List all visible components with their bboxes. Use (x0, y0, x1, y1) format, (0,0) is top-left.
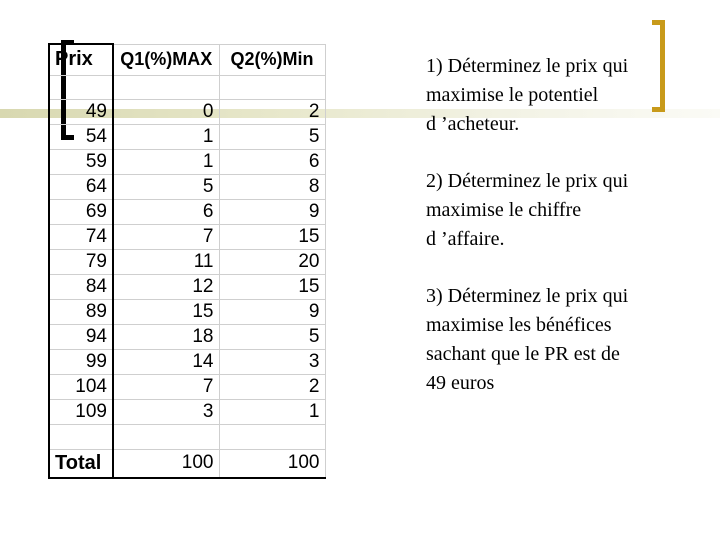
cell-q1: 12 (113, 274, 219, 299)
cell-q2: 15 (219, 224, 325, 249)
cell-q2: 20 (219, 249, 325, 274)
question-2-line: 2) Déterminez le prix qui (426, 170, 629, 192)
cell-prix: 64 (49, 174, 113, 199)
cell-prix: 104 (49, 374, 113, 399)
cell-q2: 5 (219, 124, 325, 149)
cell-prix: 99 (49, 349, 113, 374)
question-3-line: sachant que le PR est de (426, 343, 620, 365)
question-3-line: maximise les bénéfices (426, 314, 612, 336)
cell-q2: 6 (219, 149, 325, 174)
cell-q2: 1 (219, 399, 325, 424)
cell-q1: 7 (113, 374, 219, 399)
cell-q2: 2 (219, 99, 325, 124)
cell-q2: 9 (219, 299, 325, 324)
question-3-line: 49 euros (426, 372, 495, 394)
question-3 (426, 282, 696, 398)
table-row (49, 374, 325, 399)
table-row (49, 249, 325, 274)
cell-q1: 5 (113, 174, 219, 199)
total-q1: 100 (113, 449, 219, 478)
cell-prix: 49 (49, 99, 113, 124)
header-q1: Q1(%)MAX (113, 44, 219, 75)
cell-q2: 8 (219, 174, 325, 199)
cell-prix: 94 (49, 324, 113, 349)
table-header-row (49, 44, 325, 75)
table-row (49, 99, 325, 124)
cell-prix: 109 (49, 399, 113, 424)
total-label: Total (49, 449, 113, 478)
cell-prix: 74 (49, 224, 113, 249)
table-row (49, 124, 325, 149)
cell-prix: 69 (49, 199, 113, 224)
cell-q2: 2 (219, 374, 325, 399)
question-3-line: 3) Déterminez le prix qui (426, 285, 629, 307)
table-row (49, 349, 325, 374)
cell-q1: 1 (113, 124, 219, 149)
price-table (48, 43, 326, 479)
spacer-row (49, 75, 325, 99)
cell-q2: 3 (219, 349, 325, 374)
cell-prix: 89 (49, 299, 113, 324)
cell-q2: 15 (219, 274, 325, 299)
question-2 (426, 167, 696, 254)
cell-q1: 14 (113, 349, 219, 374)
cell-prix: 79 (49, 249, 113, 274)
question-1 (426, 52, 696, 139)
question-1-line: maximise le potentiel (426, 84, 599, 106)
spacer-row (49, 424, 325, 449)
table-row (49, 324, 325, 349)
question-2-line: maximise le chiffre (426, 199, 582, 221)
header-prix: Prix (49, 44, 113, 75)
table-row (49, 274, 325, 299)
cell-prix: 54 (49, 124, 113, 149)
table-row (49, 199, 325, 224)
question-1-line: d ’acheteur. (426, 113, 520, 135)
table-row (49, 224, 325, 249)
cell-prix: 59 (49, 149, 113, 174)
question-1-line: 1) Déterminez le prix qui (426, 55, 629, 77)
total-q2: 100 (219, 449, 325, 478)
cell-q1: 18 (113, 324, 219, 349)
cell-q1: 11 (113, 249, 219, 274)
cell-q1: 1 (113, 149, 219, 174)
cell-q1: 0 (113, 99, 219, 124)
cell-q2: 9 (219, 199, 325, 224)
table-row (49, 399, 325, 424)
cell-q1: 6 (113, 199, 219, 224)
header-q2: Q2(%)Min (219, 44, 325, 75)
cell-q1: 15 (113, 299, 219, 324)
table-row (49, 299, 325, 324)
cell-q2: 5 (219, 324, 325, 349)
cell-q1: 3 (113, 399, 219, 424)
cell-prix: 84 (49, 274, 113, 299)
table-row (49, 149, 325, 174)
table-row (49, 174, 325, 199)
cell-q1: 7 (113, 224, 219, 249)
question-2-line: d ’affaire. (426, 228, 505, 250)
total-row (49, 449, 325, 478)
